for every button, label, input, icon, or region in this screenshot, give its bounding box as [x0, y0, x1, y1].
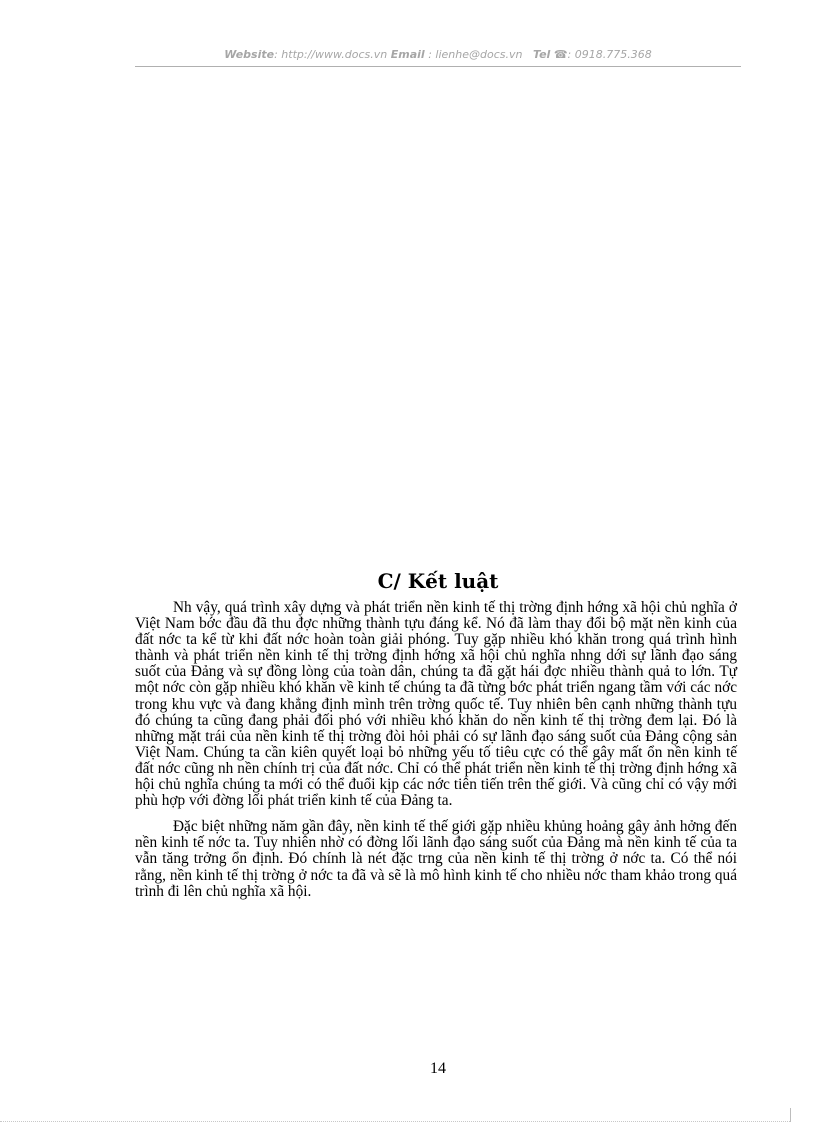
section-heading: C/ Kết luật [377, 569, 499, 593]
tel-label: Tel [532, 48, 551, 61]
page-number: 14 [430, 1060, 446, 1077]
page-corner-mark [790, 1108, 801, 1122]
email-label: Email [390, 48, 425, 61]
page-header [135, 48, 741, 61]
header-divider [135, 66, 741, 67]
footer-divider [0, 1121, 790, 1122]
email-value: : lienhe@docs.vn [428, 48, 523, 61]
website-label: Website [224, 48, 275, 61]
telephone-icon: ☎ [553, 48, 568, 61]
section-body [135, 600, 737, 900]
body-paragraph-2: Đặc biệt những năm gần đây, nền kinh tế thế giới gặp nhiều khủng hoảng gây ảnh hởng đến nền kinh tế nớc ta. Tuy nhiên nhờ có đờng lối lãnh đạo sáng suốt của Đảng mà nền kinh tế của ta vẫn tăng trởng ổn định. Đó chính là nét đặc trng của nền kinh tế thị trờng ở nớc ta. Có thể nói rằng, nền kinh tế thị trờng ở nớc ta đã và sẽ là mô hình kinh tế cho nhiều nớc tham khảo trong quá trình đi lên chủ nghĩa xã hội. [135, 818, 737, 900]
body-paragraph-1: Nh vậy, quá trình xây dựng và phát triển nền kinh tế thị trờng định hớng xã hội chủ nghĩa ở Việt Nam bớc đầu đã thu đợc những thành tựu đáng kể. Nó đã làm thay đổi bộ mặt nền kinh của đất nớc ta kể từ khi đất nớc hoàn toàn giải phóng. Tuy gặp nhiều khó khăn trong quá trình hình thành và phát triển nền kinh tế thị trờng định hớng xã hội chủ nghĩa nhng dới sự lãnh đạo sáng suốt của Đảng và sự đồng lòng của toàn dân, chúng ta đã gặt hái đợc nhiều thành quả to lớn. Tự một nớc còn gặp nhiều khó khăn về kinh tế chúng ta đã từng bớc phát triển ngang tầm với các nớc trong khu vực và đang khẳng định mình trên trờng quốc tế. Tuy nhiên bên cạnh những thành tựu đó chúng ta cũng đang phải đối phó với nhiều khó khăn do nền kinh tế thị trờng đem lại. Đó là những mặt trái của nền kinh tế thị trờng đòi hỏi phải có sự lãnh đạo sáng suốt của Đảng cộng sản Việt Nam. Chúng ta cần kiên quyết loại bỏ những yếu tố tiêu cực có thể gây mất ổn nền kinh tế đất nớc cũng nh nền chính trị của đất nớc. Chỉ có thể phát triển nền kinh tế thị trờng định hớng xã hội chủ nghĩa chúng ta mới có thể đuổi kịp các nớc tiên tiến trên thế giới. Và cũng chỉ có vậy mới phù hợp với đờng lối phát triển kinh tế của Đảng ta. [135, 599, 737, 810]
website-value: : http://www.docs.vn [274, 48, 388, 61]
tel-value: : 0918.775.368 [567, 48, 652, 61]
